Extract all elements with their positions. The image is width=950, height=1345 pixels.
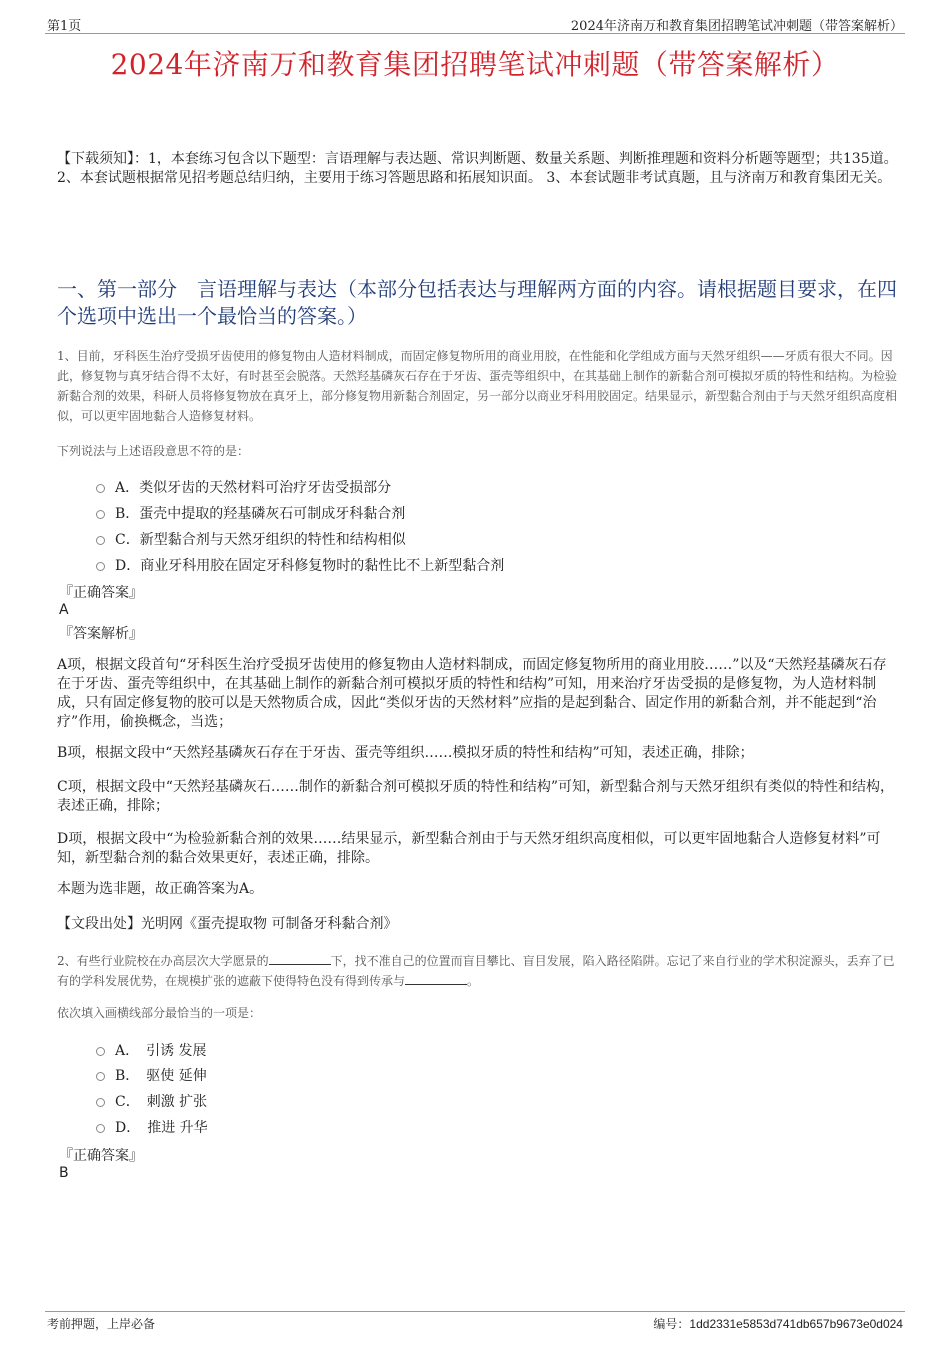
q2-stem-part2: 下，找不准自己的位置而盲目攀比、盲目发展，陷入路径陷阱。忘记了来自行业的学术积淀源头，丢弃了已有的学科发展优势，在规模扩张的遮蔽下使得特色没有得到传承与 [57,954,895,988]
footer-divider [45,1311,905,1312]
q2-option-d[interactable] [96,1117,208,1137]
q2-option-a[interactable] [96,1040,207,1060]
q1-prompt: 下列说法与上述语段意思不符的是： [57,444,250,458]
fill-blank-1 [269,952,331,965]
option-label: C．新型黏合剂与天然牙组织的特性和结构相似 [115,532,406,548]
footer-doc-id: 编号：1dd2331e5853d741db657b9673e0d024 [653,1317,903,1331]
q1-answer: A [59,602,69,618]
option-label: A． 引诱 发展 [115,1043,207,1059]
section-heading: 一、第一部分 言语理解与表达（本部分包括表达与理解两方面的内容。请根据题目要求，在四个选项中选出一个最恰当的答案。） [57,277,897,328]
q1-analysis-a: A项，根据文段首句“牙科医生治疗受损牙齿使用的修复物由人造材料制成，而固定修复物所用的商业用胶……”以及“天然羟基磷灰石存在于牙齿、蛋壳等组织中，在其基础上制作的新黏合剂可模拟牙质的特性和结构”可知，用来治疗牙齿受损的是修复物，为人造材料制成，只有固定修复物的胶可以是天然物质合成，因此“类似牙齿的天然材料”应指的是起到黏合、固定作用的新黏合剂，并不能起到“治疗”作用，偷换概念，当选； [57,657,887,730]
header-doc-title: 2024年济南万和教育集团招聘笔试冲刺题（带答案解析） [570,19,903,34]
option-label: B．蛋壳中提取的羟基磷灰石可制成牙科黏合剂 [115,506,406,522]
q2-answer: B [59,1165,69,1181]
radio-icon[interactable] [96,1072,105,1081]
option-label: B． 驱使 延伸 [115,1068,207,1084]
q1-option-d[interactable] [96,555,504,575]
option-label: D．商业牙科用胶在固定牙科修复物时的黏性比不上新型黏合剂 [115,558,505,574]
option-label: D． 推进 升华 [115,1120,208,1136]
q1-option-a[interactable] [96,477,391,497]
q2-correct-label: 『正确答案』 [59,1148,143,1164]
radio-icon[interactable] [96,536,105,545]
q2-option-b[interactable] [96,1065,207,1085]
radio-icon[interactable] [96,1047,105,1056]
radio-icon[interactable] [96,510,105,519]
q2-stem-part1: 2、有些行业院校在办高层次大学愿景的 [57,954,269,968]
page-title: 2024年济南万和教育集团招聘笔试冲刺题（带答案解析） [110,48,840,81]
option-label: C． 刺激 扩张 [115,1094,208,1110]
q1-analysis-label: 『答案解析』 [59,626,143,642]
q1-analysis-b: B项，根据文段中“天然羟基磷灰石存在于牙齿、蛋壳等组织……模拟牙质的特性和结构”可知，表述正确，排除； [57,745,754,761]
q1-analysis-c: C项，根据文段中“天然羟基磷灰石……制作的新黏合剂可模拟牙质的特性和结构”可知，新型黏合剂与天然牙组织有类似的特性和结构，表述正确，排除； [57,779,895,814]
q1-option-c[interactable] [96,529,406,549]
header-page-label: 第1页 [47,19,82,34]
q2-prompt: 依次填入画横线部分最恰当的一项是： [57,1006,262,1020]
radio-icon[interactable] [96,484,105,493]
footer-slogan: 考前押题，上岸必备 [47,1317,156,1331]
q1-source: 【文段出处】光明网《蛋壳提取物 可制备牙科黏合剂》 [57,916,398,932]
q2-stem-part3: 。 [467,974,480,988]
header-divider [45,33,905,34]
download-notice: 【下载须知】：1，本套练习包含以下题型：言语理解与表达题、常识判断题、数量关系题、判断推理题和资料分析题等题型；共135道。 2、本套试题根据常见招考题总结归纳，主要用于练习答题思路和拓展知识面。 3、本套试题非考试真题，且与济南万和教育集团无关。 [57,151,898,186]
q2-option-c[interactable] [96,1091,207,1111]
q1-analysis-conclusion: 本题为选非题，故正确答案为A。 [57,881,264,897]
q1-stem: 1、目前，牙科医生治疗受损牙齿使用的修复物由人造材料制成，而固定修复物所用的商业用胶，在性能和化学组成方面与天然牙组织——牙质有很大不同。因此，修复物与真牙结合得不太好，有时甚至会脱落。天然羟基磷灰石存在于牙齿、蛋壳等组织中，在其基础上制作的新黏合剂可模拟牙质的特性和结构。为检验新黏合剂的效果，科研人员将修复物放在真牙上，部分修复物用新黏合剂固定，另一部分以商业牙科用胶固定。结果显示，新型黏合剂由于与天然牙组织高度相似，可以更牢固地黏合人造修复材料。 [57,349,898,423]
radio-icon[interactable] [96,1124,105,1133]
radio-icon[interactable] [96,562,105,571]
option-label: A．类似牙齿的天然材料可治疗牙齿受损部分 [115,480,392,496]
q1-analysis-d: D项，根据文段中“为检验新黏合剂的效果……结果显示，新型黏合剂由于与天然牙组织高度相似，可以更牢固地黏合人造修复材料”可知，新型黏合剂的黏合效果更好，表述正确，排除。 [57,831,881,866]
q1-correct-label: 『正确答案』 [59,585,143,601]
q2-stem [57,951,899,991]
q1-option-b[interactable] [96,503,405,523]
radio-icon[interactable] [96,1098,105,1107]
fill-blank-2 [405,972,467,985]
